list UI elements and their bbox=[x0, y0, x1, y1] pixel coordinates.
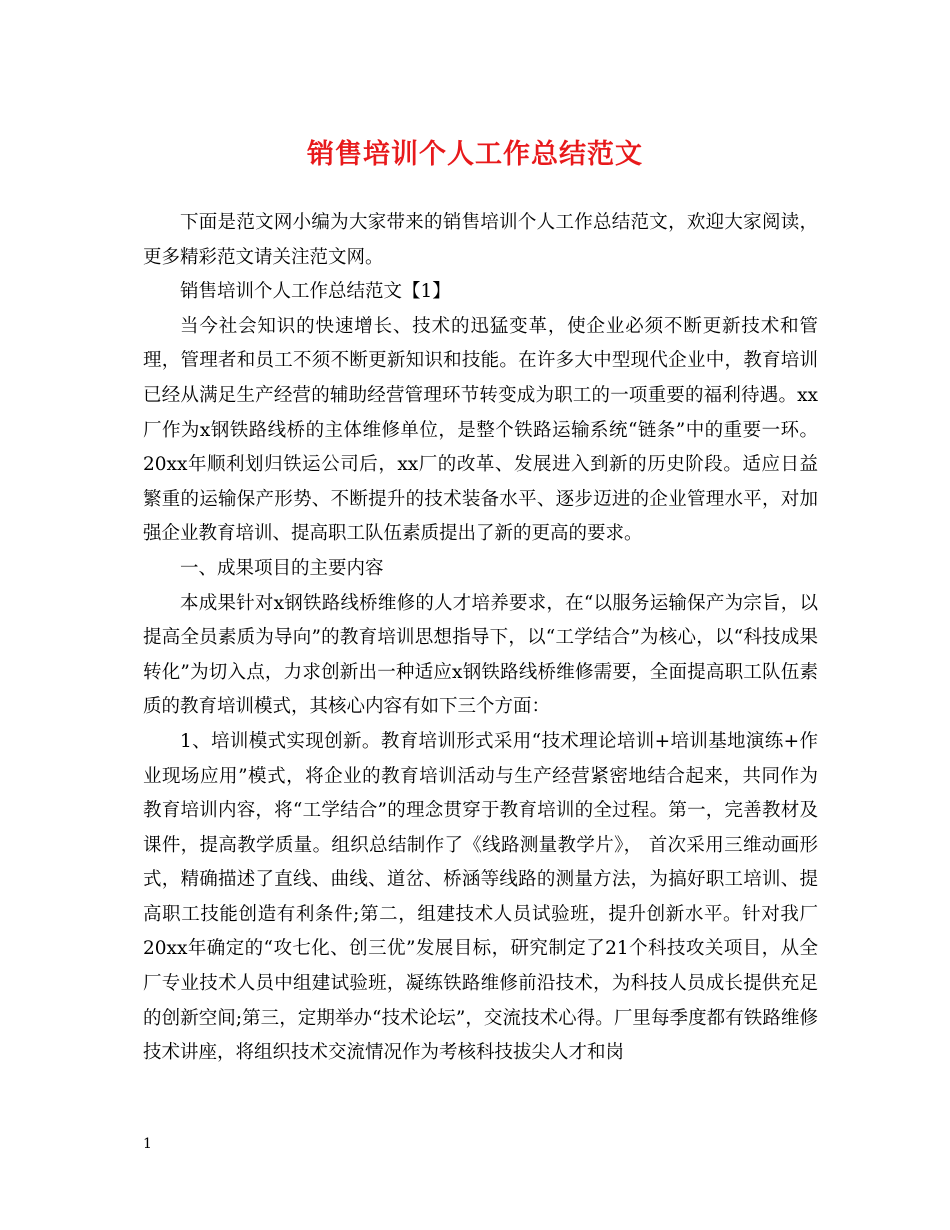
page-number: 1 bbox=[143, 1136, 152, 1152]
subsection-heading: 一、成果项目的主要内容 bbox=[180, 557, 384, 579]
intro-paragraph: 下面是范文网小编为大家带来的销售培训个人工作总结范文，欢迎大家阅读，更多精彩范文请关注范文网。 bbox=[143, 212, 818, 268]
section-heading-1: 销售培训个人工作总结范文【1】 bbox=[180, 281, 451, 303]
body-paragraph: 本成果针对x钢铁路线桥维修的人才培养要求，在“以服务运输保产为宗旨，以提高全员素质为导向”的教育培训思想指导下，以“工学结合”为核心，以“科技成果转化”为切入点，力求创新出一种适应x钢铁路线桥维修需要，全面提高职工队伍素质的教育培训模式，其核心内容有如下三个方面： bbox=[143, 592, 818, 718]
body-paragraph: 当今社会知识的快速增长、技术的迅猛变革，使企业必须不断更新技术和管理，管理者和员工不须不断更新知识和技能。在许多大中型现代企业中，教育培训已经从满足生产经营的辅助经营管理环节转变成为职工的一项重要的福利待遇。xx厂作为x钢铁路线桥的主体维修单位，是整个铁路运输系统“链条”中的重要一环。20xx年顺利划归铁运公司后，xx厂的改革、发展进入到新的历史阶段。适应日益繁重的运输保产形势、不断提升的技术装备水平、逐步迈进的企业管理水平，对加强企业教育培训、提高职工队伍素质提出了新的更高的要求。 bbox=[143, 315, 818, 545]
document-body bbox=[143, 206, 818, 1071]
document-title: 销售培训个人工作总结范文 bbox=[307, 139, 643, 170]
body-paragraph: 1、培训模式实现创新。教育培训形式采用“技术理论培训+培训基地演练+作业现场应用”模式，将企业的教育培训活动与生产经营紧密地结合起来，共同作为教育培训内容，将“工学结合”的理念贯穿于教育培训的全过程。第一，完善教材及课件，提高教学质量。组织总结制作了《线路测量教学片》， 首次采用三维动画形式，精确描述了直线、曲线、道岔、桥涵等线路的测量方法，为搞好职工培训、提高职工技能创造有利条件;第二，组建技术人员试验班，提升创新水平。针对我厂20xx年确定的“攻七化、创三优”发展目标，研究制定了21个科技攻关项目，从全厂专业技术人员中组建试验班，凝练铁路维修前沿技术，为科技人员成长提供充足的创新空间;第三，定期举办“技术论坛”，交流技术心得。厂里每季度都有铁路维修技术讲座，将组织技术交流情况作为考核科技拔尖人才和岗 bbox=[143, 730, 818, 1064]
